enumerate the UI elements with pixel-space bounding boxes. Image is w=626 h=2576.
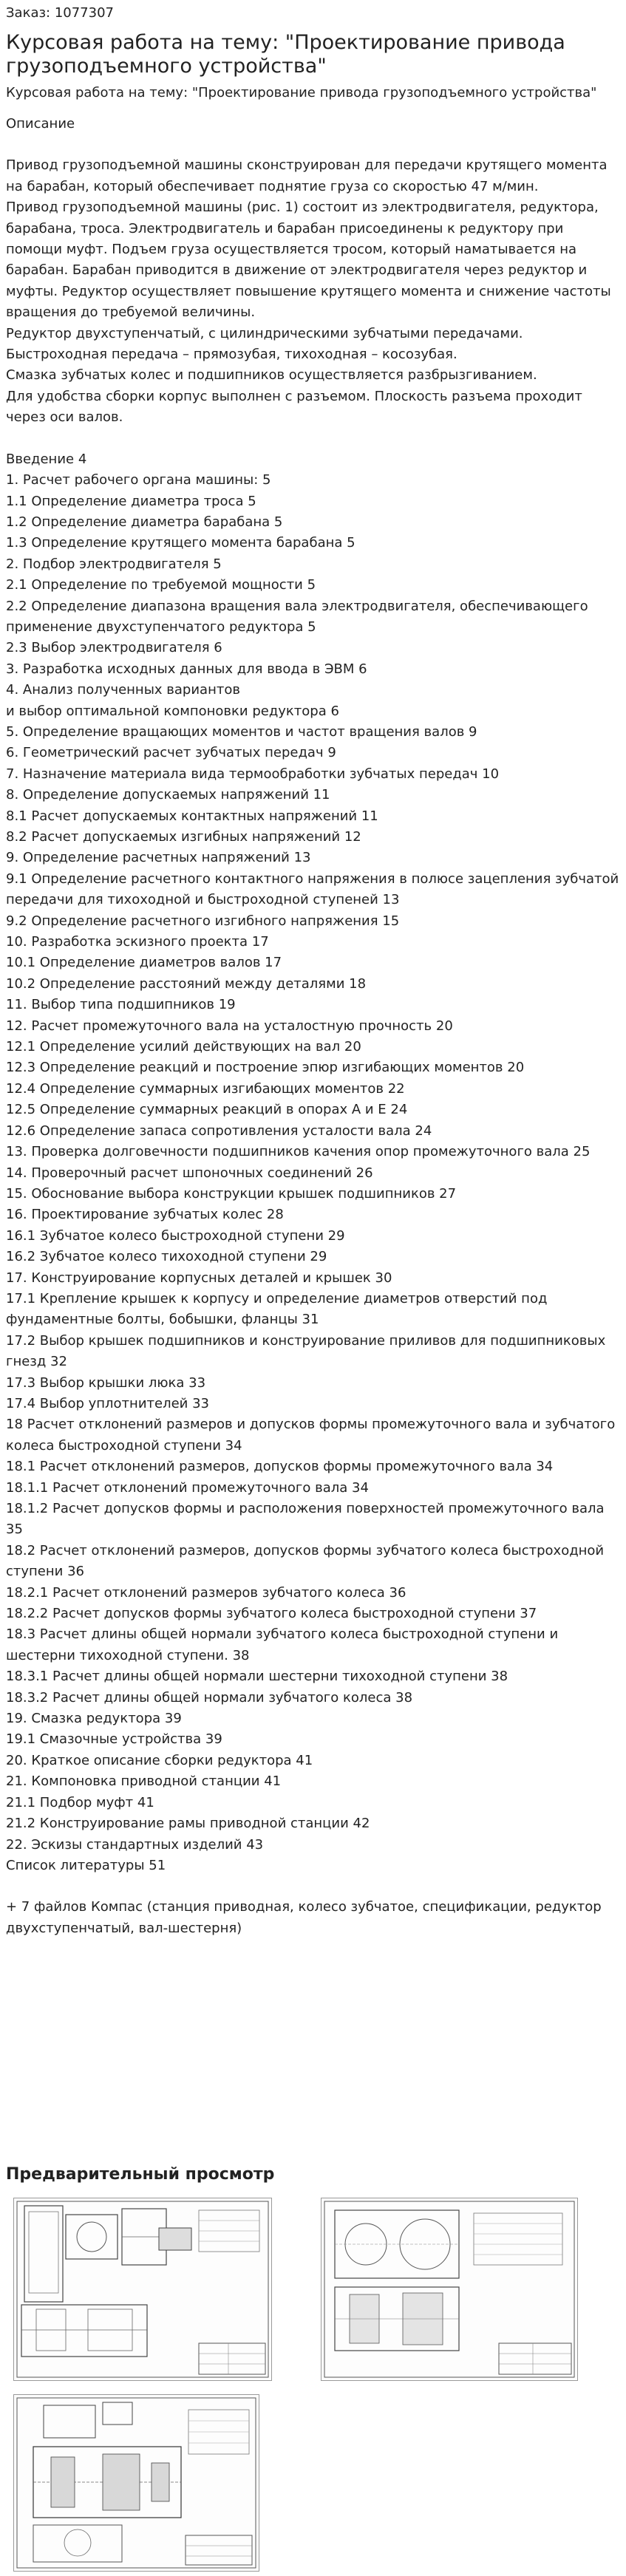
- toc-item: 8.1 Расчет допускаемых контактных напряжений 11: [6, 808, 378, 824]
- toc-item: 3. Разработка исходных данных для ввода в ЭВМ 6: [6, 661, 367, 677]
- toc-item: 16. Проектирование зубчатых колес 28: [6, 1207, 284, 1223]
- toc-item: 12.1 Определение усилий действующих на вал 20: [6, 1039, 361, 1055]
- attached-files-note: + 7 файлов Компас (станция приводная, колесо зубчатое, спецификации, редуктор двухступенчатый, вал-шестерня): [6, 1899, 602, 1936]
- toc-item: 12.3 Определение реакций и построение эпюр изгибающих моментов 20: [6, 1060, 525, 1076]
- toc-item: 21.2 Конструирование рамы приводной станции 42: [6, 1816, 370, 1832]
- order-number: Заказ: 1077307: [6, 5, 114, 21]
- preview-thumbnail-drive-station[interactable]: [13, 2198, 272, 2381]
- drawing-image: [321, 2198, 577, 2380]
- description-paragraph: Смазка зубчатых колес и подшипников осуществляется разбрызгиванием.: [6, 367, 537, 384]
- toc-item: 18.2.2 Расчет допусков формы зубчатого колеса быстроходной ступени 37: [6, 1606, 537, 1622]
- toc-item: 18.1 Расчет отклонений размеров, допусков формы промежуточного вала 34: [6, 1459, 554, 1475]
- document-page: [6, 0, 621, 1939]
- toc-item: 11. Выбор типа подшипников 19: [6, 997, 236, 1013]
- toc-item: 16.2 Зубчатое колесо тихоходной ступени 29: [6, 1249, 327, 1265]
- toc-item: 6. Геометрический расчет зубчатых передач 9: [6, 745, 336, 761]
- toc-item: 19. Смазка редуктора 39: [6, 1711, 182, 1727]
- toc-item: 18.2.1 Расчет отклонений размеров зубчатого колеса 36: [6, 1584, 406, 1601]
- toc-item: 9.1 Определение расчетного контактного напряжения в полюсе зацепления зубчатой передачи для тихоходной и быстроходной ступеней 13: [6, 870, 619, 908]
- page-title: Курсовая работа на тему: "Проектирование привода грузоподъемного устройства": [6, 31, 565, 78]
- toc-item: 2. Подбор электродвигателя 5: [6, 556, 222, 572]
- preview-thumbnail-assembly[interactable]: [13, 2394, 259, 2572]
- toc-item: 17.3 Выбор крышки люка 33: [6, 1374, 206, 1391]
- description-label: Описание: [6, 116, 75, 132]
- toc-item: 2.3 Выбор электродвигателя 6: [6, 640, 222, 656]
- toc-item: 8. Определение допускаемых напряжений 11: [6, 787, 330, 803]
- description-paragraph: Для удобства сборки корпус выполнен с разъемом. Плоскость разъема проходит через оси валов.: [6, 388, 582, 426]
- toc-item: 18.2 Расчет отклонений размеров, допусков формы зубчатого колеса быстроходной ступени 36: [6, 1542, 605, 1580]
- toc-item: 9. Определение расчетных напряжений 13: [6, 850, 311, 866]
- toc-item: 20. Краткое описание сборки редуктора 41: [6, 1752, 313, 1768]
- toc-item: 18.3.2 Расчет длины общей нормали зубчатого колеса 38: [6, 1689, 413, 1706]
- toc-item: 22. Эскизы стандартных изделий 43: [6, 1836, 264, 1853]
- description-paragraph: Привод грузоподъемной машины (рис. 1) состоит из электродвигателя, редуктора, барабана, троса. Электродвигатель и барабан присоединены к редуктору при помощи муфт. Подъем груза осуществляется тросом, который наматывается на барабан. Барабан приводится в движение от электродвигателя через редуктор и муфты. Редуктор осуществляет повышение крутящего момента и снижение частоты вращения до требуемой величины.: [6, 200, 611, 321]
- description-text: [6, 155, 621, 428]
- toc-item: 18.3 Расчет длины общей нормали зубчатого колеса быстроходной ступени и шестерни тихоходной ступени. 38: [6, 1626, 559, 1663]
- toc-item: 15. Обоснование выбора конструкции крышек подшипников 27: [6, 1185, 457, 1202]
- toc-item: 19.1 Смазочные устройства 39: [6, 1731, 222, 1748]
- toc-item: 17.2 Выбор крышек подшипников и конструирование приливов для подшипниковых гнезд 32: [6, 1332, 606, 1370]
- toc-item: 8.2 Расчет допускаемых изгибных напряжений 12: [6, 829, 361, 845]
- toc-item: 16.1 Зубчатое колесо быстроходной ступени 29: [6, 1227, 345, 1244]
- description-paragraph: Привод грузоподъемной машины сконструирован для передачи крутящего момента на барабан, который обеспечивает поднятие груза со скоростью 47 м/мин.: [6, 157, 608, 194]
- toc-item: 10.1 Определение диаметров валов 17: [6, 955, 282, 971]
- toc-item: и выбор оптимальной компоновки редуктора 6: [6, 703, 339, 719]
- toc-item: 18.1.1 Расчет отклонений промежуточного вала 34: [6, 1479, 369, 1496]
- toc-item: 1.2 Определение диаметра барабана 5: [6, 514, 283, 530]
- toc-item: 17.4 Выбор уплотнителей 33: [6, 1395, 209, 1411]
- table-of-contents: [6, 449, 621, 1877]
- toc-item: 1. Расчет рабочего органа машины: 5: [6, 472, 271, 488]
- preview-heading: Предварительный просмотр: [6, 2165, 275, 2184]
- toc-item: 12.6 Определение запаса сопротивления усталости вала 24: [6, 1122, 432, 1139]
- toc-item: 7. Назначение материала вида термообработки зубчатых передач 10: [6, 766, 500, 782]
- toc-item: 14. Проверочный расчет шпоночных соединений 26: [6, 1165, 373, 1181]
- toc-item: 13. Проверка долговечности подшипников качения опор промежуточного вала 25: [6, 1144, 591, 1160]
- toc-item: 10.2 Определение расстояний между деталями 18: [6, 975, 367, 992]
- toc-item: 10. Разработка эскизного проекта 17: [6, 934, 269, 950]
- toc-item: 18.3.1 Расчет длины общей нормали шестерни тихоходной ступени 38: [6, 1669, 508, 1685]
- preview-thumbnail-gearbox[interactable]: [321, 2198, 578, 2381]
- toc-item: Введение 4: [6, 451, 87, 467]
- toc-item: 17. Конструирование корпусных деталей и крышек 30: [6, 1270, 392, 1286]
- page-subtitle: Курсовая работа на тему: "Проектирование привода грузоподъемного устройства": [6, 85, 597, 100]
- toc-item: 2.1 Определение по требуемой мощности 5: [6, 577, 316, 593]
- toc-item: Список литературы 51: [6, 1857, 166, 1873]
- toc-item: 12.5 Определение суммарных реакций в опорах А и Е 24: [6, 1102, 408, 1118]
- toc-item: 9.2 Определение расчетного изгибного напряжения 15: [6, 913, 400, 929]
- toc-item: 1.1 Определение диаметра троса 5: [6, 493, 256, 509]
- toc-item: 17.1 Крепление крышек к корпусу и определение диаметров отверстий под фундаментные болты, бобышки, фланцы 31: [6, 1290, 548, 1328]
- toc-item: 12. Расчет промежуточного вала на усталостную прочность 20: [6, 1018, 453, 1034]
- toc-item: 1.3 Определение крутящего момента барабана 5: [6, 535, 355, 551]
- toc-item: 18.1.2 Расчет допусков формы и расположения поверхностей промежуточного вала 35: [6, 1501, 605, 1538]
- toc-item: 21. Компоновка приводной станции 41: [6, 1773, 282, 1790]
- toc-item: 2.2 Определение диапазона вращения вала электродвигателя, обеспечивающего применение двухступенчатого редуктора 5: [6, 598, 588, 635]
- toc-item: 21.1 Подбор муфт 41: [6, 1794, 154, 1810]
- drawing-image: [14, 2395, 259, 2571]
- description-paragraph: Редуктор двухступенчатый, с цилиндрическими зубчатыми передачами. Быстроходная передача – прямозубая, тихоходная – косозубая.: [6, 325, 523, 363]
- toc-item: 4. Анализ полученных вариантов: [6, 682, 240, 698]
- toc-item: 12.4 Определение суммарных изгибающих моментов 22: [6, 1080, 405, 1097]
- drawing-image: [14, 2198, 271, 2380]
- toc-item: 5. Определение вращающих моментов и частот вращения валов 9: [6, 723, 477, 740]
- toc-item: 18 Расчет отклонений размеров и допусков формы промежуточного вала и зубчатого колеса быстроходной ступени 34: [6, 1417, 616, 1454]
